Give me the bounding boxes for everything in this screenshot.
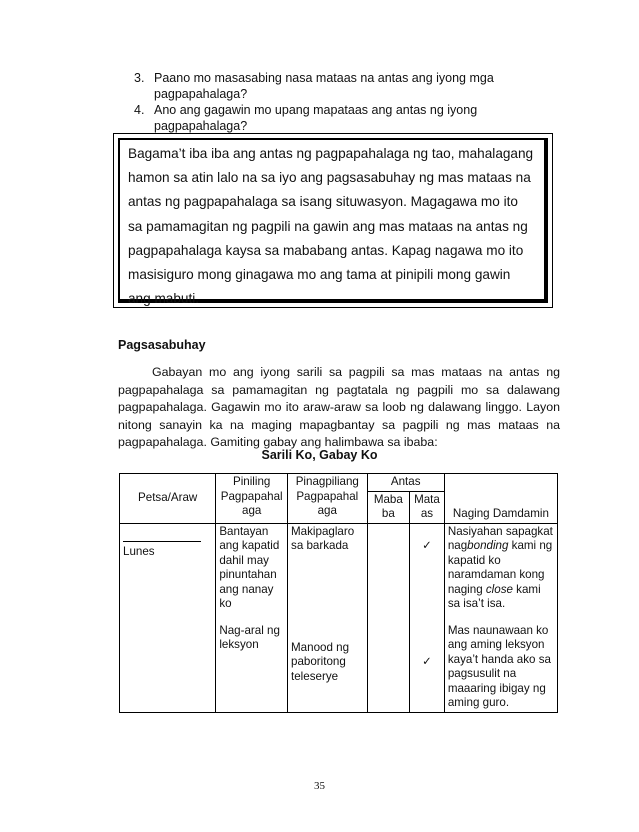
- header-petsa: Petsa/Araw: [120, 474, 216, 524]
- question-number: 3.: [134, 71, 145, 85]
- mata-cell: [410, 523, 445, 712]
- header-maba: Maba ba: [367, 491, 410, 523]
- check-icon: ✓: [422, 655, 432, 668]
- header-mata: Mata as: [410, 491, 445, 523]
- table-title: Sarili Ko, Gabay Ko: [261, 448, 378, 462]
- pinagpiliang-2: Manood ng paboritong teleserye: [291, 640, 350, 683]
- pinagpiliang-1: Makipaglaro sa barkada: [291, 524, 355, 552]
- divider: [123, 541, 201, 542]
- header-pinagpiliang: Pinagpiliang Pagpapahal aga: [288, 474, 368, 524]
- question-4: [130, 102, 570, 134]
- page-number: 35: [314, 780, 325, 792]
- piniling-cell: [216, 523, 288, 712]
- piniling-2: Nag-aral ng leksyon: [219, 623, 280, 651]
- question-text: Paano mo masasabing nasa mataas na antas ang iyong mga pagpapahalaga?: [154, 71, 494, 101]
- damdamin-1: Nasiyahan sapagkat nagbonding kami ng kapatid ko naramdaman kong naging close kami sa isa’t isa.: [447, 524, 553, 610]
- check-icon: ✓: [422, 538, 432, 552]
- question-3: [130, 70, 570, 102]
- piniling-1: Bantayan ang kapatid dahil may pinuntahan ang nanay ko: [219, 524, 280, 610]
- header-naging: Naging Damdamin: [444, 474, 557, 524]
- summary-box: [113, 133, 553, 308]
- pinagpiliang-cell: [288, 523, 368, 712]
- table-row: [120, 523, 558, 712]
- header-piniling: Piniling Pagpapahal aga: [216, 474, 288, 524]
- question-number: 4.: [134, 103, 145, 117]
- day-label: Lunes: [123, 544, 155, 558]
- values-log-table: [119, 473, 558, 713]
- summary-text: Bagama’t iba iba ang antas ng pagpapahalaga ng tao, mahalagang hamon sa atin lalo na sa iyo ang pagsasabuhay ng mas mataas na antas ng pagpapahalaga sa isang situwasyon. Magagawa mo ito sa pamamagitan ng pagpili na gawin ang mas mataas na antas ng pagpapahalaga kaysa sa mababang antas. Kapag nagawa mo ito masisiguro mong ginagawa mo ang tama at pinipili mong gawin ang mabuti.: [118, 138, 548, 303]
- section-heading: Pagsasabuhay: [118, 338, 206, 352]
- damdamin-cell: [444, 523, 557, 712]
- damdamin-2: Mas naunawaan ko ang aming leksyon kaya’t handa ako sa pagsusulit na maaaring ibigay ng aming guro.: [447, 623, 551, 709]
- table-header-row: [120, 474, 558, 492]
- instructions-paragraph: Gabayan mo ang iyong sarili sa pagpili sa mas mataas na antas ng pagpapahalaga sa pamamagitan ng pagtatala ng pagpili mo sa dalawang pagpapahalaga. Gagawin mo ito araw-araw sa loob ng dalawang linggo. Layon nitong sanayin ka na maging mapagbantay sa pagpili ng mas mataas na pagpapahalaga. Gamiting gabay ang halimbawa sa ibaba:: [118, 365, 560, 449]
- day-cell: [120, 523, 216, 712]
- question-list: [130, 70, 570, 134]
- question-text: Ano ang gagawin mo upang mapataas ang antas ng iyong pagpapahalaga?: [154, 103, 478, 133]
- header-antas: Antas: [367, 474, 444, 492]
- maba-cell: [367, 523, 410, 712]
